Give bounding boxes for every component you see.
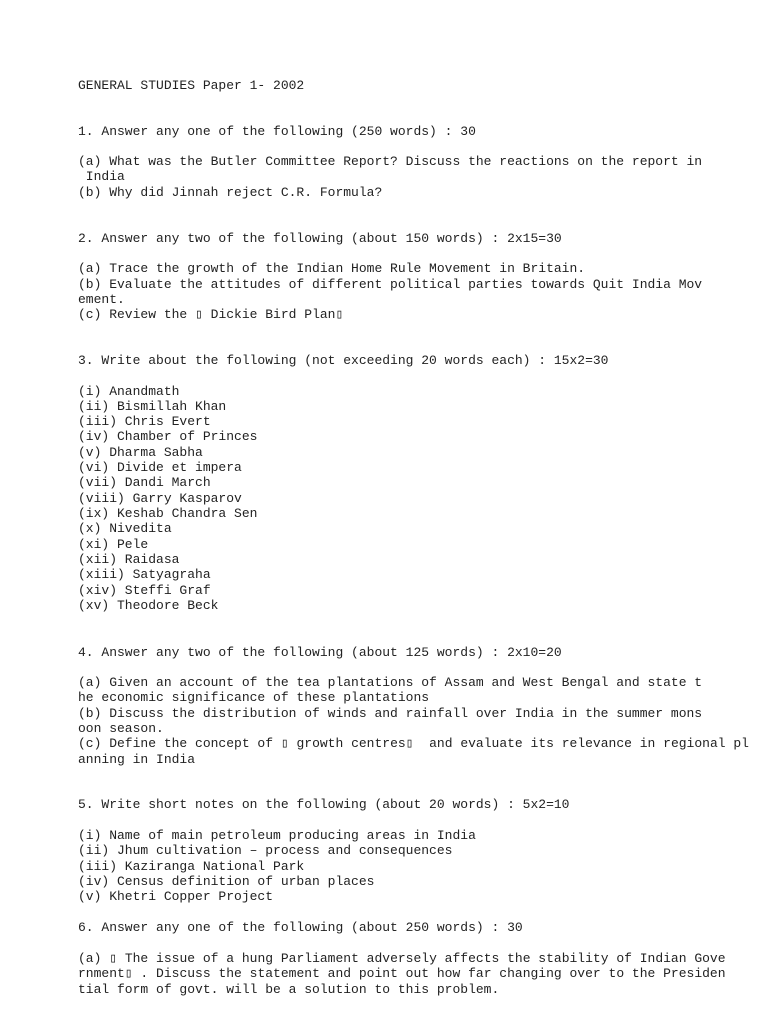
list-item: (vii) Dandi March xyxy=(78,475,211,490)
question-line: he economic significance of these plantations xyxy=(78,690,430,705)
list-item: (v) Dharma Sabha xyxy=(78,445,203,460)
question-line: oon season. xyxy=(78,721,164,736)
question-line: ement. xyxy=(78,292,125,307)
question-2: 2. Answer any two of the following (about 150 words) : 2x15=30 xyxy=(78,231,562,246)
list-item: (vi) Divide et impera xyxy=(78,460,242,475)
question-line: (a) What was the Butler Committee Report? Discuss the reactions on the report in xyxy=(78,154,703,169)
question-line: (c) Review the ▯ Dickie Bird Plan▯ xyxy=(78,307,344,322)
question-line: tial form of govt. will be a solution to this problem. xyxy=(78,982,500,997)
list-item: (viii) Garry Kasparov xyxy=(78,491,242,506)
paper-title: GENERAL STUDIES Paper 1- 2002 xyxy=(78,78,305,93)
question-6: 6. Answer any one of the following (about 250 words) : 30 xyxy=(78,920,523,935)
list-item: (xi) Pele xyxy=(78,537,149,552)
list-item: (i) Name of main petroleum producing areas in India xyxy=(78,828,476,843)
list-item: (ix) Keshab Chandra Sen xyxy=(78,506,258,521)
list-item: (iv) Census definition of urban places xyxy=(78,874,375,889)
question-line: (a) Given an account of the tea plantations of Assam and West Bengal and state t xyxy=(78,675,703,690)
list-item: (xiv) Steffi Graf xyxy=(78,583,211,598)
list-item: (xv) Theodore Beck xyxy=(78,598,219,613)
question-line: (b) Discuss the distribution of winds and rainfall over India in the summer mons xyxy=(78,706,703,721)
question-line: India xyxy=(78,169,125,184)
list-item: (v) Khetri Copper Project xyxy=(78,889,274,904)
question-5: 5. Write short notes on the following (about 20 words) : 5x2=10 xyxy=(78,797,570,812)
list-item: (iii) Chris Evert xyxy=(78,414,211,429)
list-item: (i) Anandmath xyxy=(78,384,180,399)
list-item: (x) Nivedita xyxy=(78,521,172,536)
list-item: (ii) Jhum cultivation – process and consequences xyxy=(78,843,453,858)
question-1: 1. Answer any one of the following (250 words) : 30 xyxy=(78,124,476,139)
question-4: 4. Answer any two of the following (about 125 words) : 2x10=20 xyxy=(78,645,562,660)
question-3: 3. Write about the following (not exceeding 20 words each) : 15x2=30 xyxy=(78,353,609,368)
list-item: (xii) Raidasa xyxy=(78,552,180,567)
question-line: (a) Trace the growth of the Indian Home Rule Movement in Britain. xyxy=(78,261,586,276)
question-line: (b) Why did Jinnah reject C.R. Formula? xyxy=(78,185,383,200)
list-item: (iii) Kaziranga National Park xyxy=(78,859,305,874)
question-line: (a) ▯ The issue of a hung Parliament adversely affects the stability of Indian Gove xyxy=(78,951,726,966)
list-item: (xiii) Satyagraha xyxy=(78,567,211,582)
question-line: (c) Define the concept of ▯ growth centres▯ and evaluate its relevance in regional pl xyxy=(78,736,749,751)
question-line: (b) Evaluate the attitudes of different political parties towards Quit India Mov xyxy=(78,277,703,292)
list-item: (iv) Chamber of Princes xyxy=(78,429,258,444)
question-line: anning in India xyxy=(78,752,196,767)
question-line: rnment▯ . Discuss the statement and point out how far changing over to the Presiden xyxy=(78,966,726,981)
list-item: (ii) Bismillah Khan xyxy=(78,399,227,414)
